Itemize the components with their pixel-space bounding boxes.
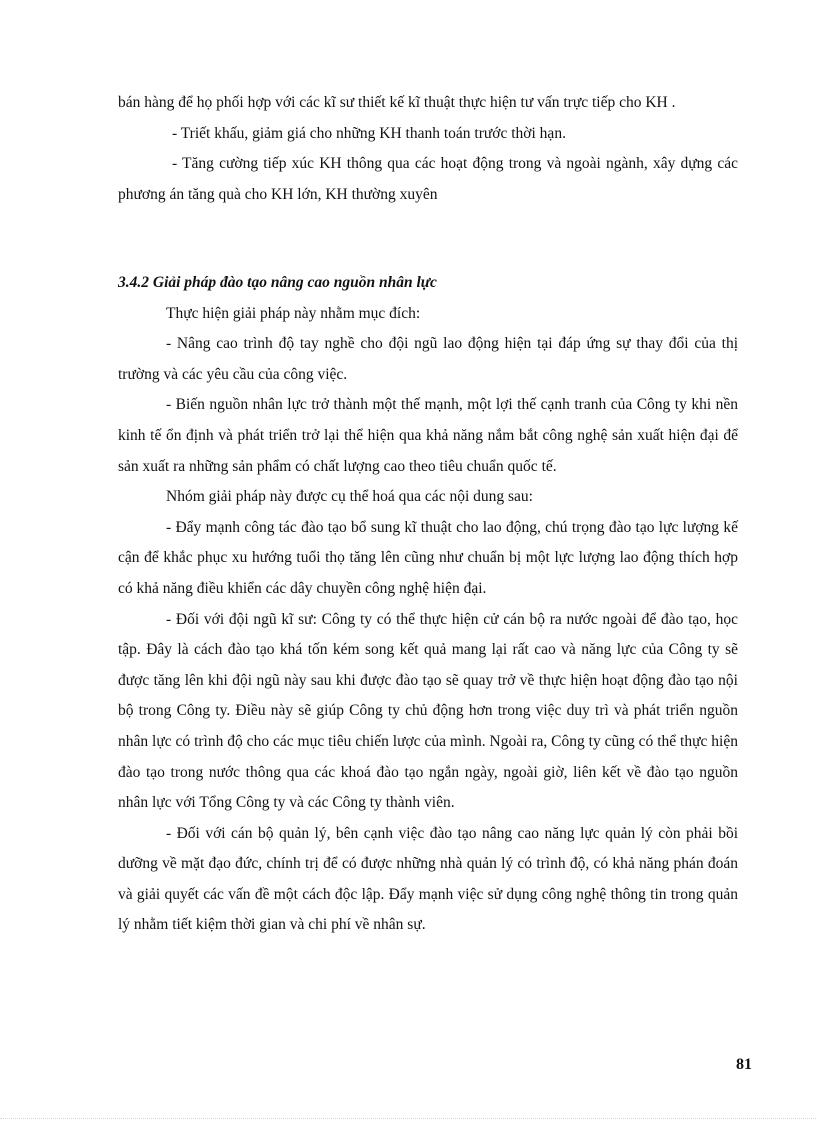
paragraph-continuation: bán hàng để họ phối hợp với các kĩ sư thiết kế kĩ thuật thực hiện tư vấn trực tiếp cho KH . bbox=[118, 94, 676, 111]
paragraph-discount: - Triết khấu, giảm giá cho những KH thanh toán trước thời hạn. bbox=[172, 124, 566, 142]
paragraph-customer-contact: - Tăng cường tiếp xúc KH thông qua các hoạt động trong và ngoài ngành, xây dựng các phương án tăng quà cho KH lớn, KH thường xuyên bbox=[118, 155, 738, 203]
page-number: 81 bbox=[736, 1056, 752, 1073]
paragraph-solutions-intro: Nhóm giải pháp này được cụ thể hoá qua các nội dung sau: bbox=[166, 488, 533, 506]
paragraph-engineers: - Đối với đội ngũ kĩ sư: Công ty có thể thực hiện cử cán bộ ra nước ngoài để đào tạo, học tập. Đây là cách đào tạo khá tốn kém song kết quả mang lại rất cao và năng lực của Công ty sẽ được tăng lên khi đội ngũ này sau khi được đào tạo sẽ quay trở về thực hiện hoạt động đào tạo nội bộ trong Công ty. Điều này sẽ giúp Công ty chủ động hơn trong việc duy trì và phát triển nguồn nhân lực có trình độ cho các mục tiêu chiến lược của mình. Ngoài ra, Công ty cũng có thể thực hiện đào tạo trong nước thông qua các khoá đào tạo ngắn ngày, ngoài giờ, liên kết về đào tạo nguồn nhân lực với Tổng Công ty và các Công ty thành viên. bbox=[118, 610, 738, 812]
paragraph-technical-training: - Đẩy mạnh công tác đào tạo bổ sung kĩ thuật cho lao động, chú trọng đào tạo lực lượng kế cận để khắc phục xu hướng tuổi thọ tăng lên cũng như chuẩn bị một lực lượng lao động thích hợp có khả năng điều khiển các dây chuyền công nghệ hiện đại. bbox=[118, 518, 738, 597]
page-bottom-divider bbox=[0, 1118, 816, 1119]
paragraph-competitive-advantage: - Biến nguồn nhân lực trở thành một thế mạnh, một lợi thế cạnh tranh của Công ty khi nền kinh tế ổn định và phát triển trở lại thể hiện qua khả năng nắm bắt công nghệ sản xuất hiện đại để sản xuất ra những sản phẩm có chất lượng cao theo tiêu chuẩn quốc tế. bbox=[118, 396, 738, 475]
paragraph-purpose-intro: Thực hiện giải pháp này nhằm mục đích: bbox=[166, 304, 421, 322]
section-heading: 3.4.2 Giải pháp đào tạo nâng cao nguồn nhân lực bbox=[118, 274, 437, 291]
paragraph-skill-upgrade: - Nâng cao trình độ tay nghề cho đội ngũ lao động hiện tại đáp ứng sự thay đổi của thị trường và các yêu cầu của công việc. bbox=[118, 335, 738, 383]
paragraph-managers: - Đối với cán bộ quản lý, bên cạnh việc đào tạo nâng cao năng lực quản lý còn phải bồi dưỡng về mặt đạo đức, chính trị để có được những nhà quản lý có trình độ, có khả năng phán đoán và giải quyết các vấn đề một cách độc lập. Đẩy mạnh việc sử dụng công nghệ thông tin trong quản lý nhằm tiết kiệm thời gian và chi phí về nhân sự. bbox=[118, 824, 738, 934]
top-text-block bbox=[118, 88, 738, 210]
section-3-4-2 bbox=[118, 268, 738, 941]
